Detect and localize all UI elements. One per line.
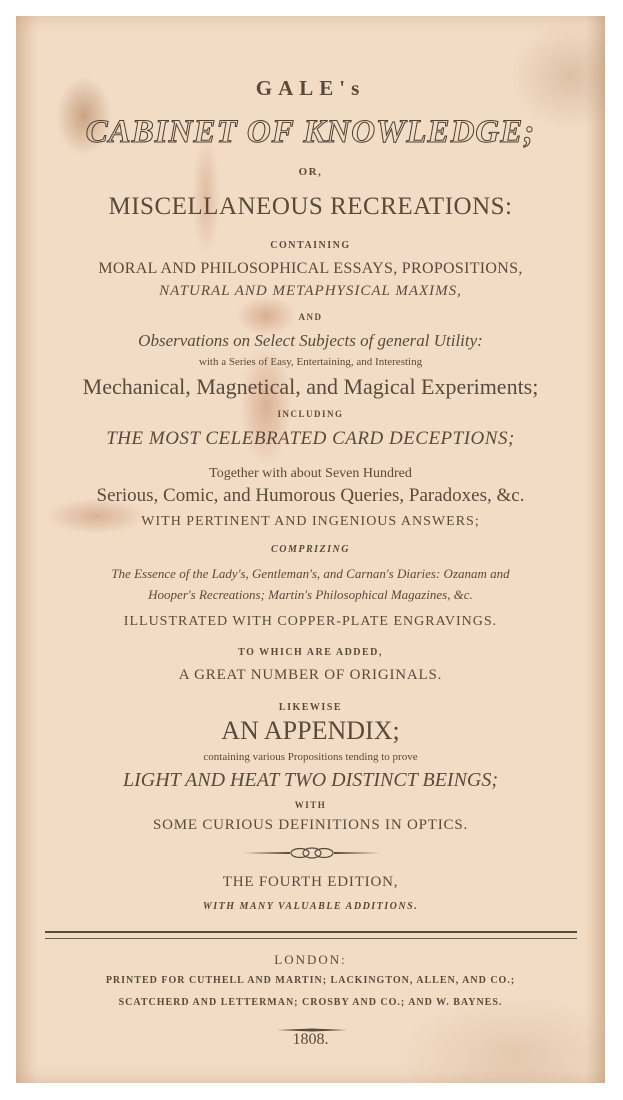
edition-note: WITH MANY VALUABLE ADDITIONS. [202,901,419,912]
line-moral-essays: MORAL AND PHILOSOPHICAL ESSAYS, PROPOSITIONS, [98,260,523,277]
appendix-heading: AN APPENDIX; [221,716,400,745]
including-label: INCLUDING [277,409,344,419]
line-answers: WITH PERTINENT AND INGENIOUS ANSWERS; [141,514,480,529]
double-rule-divider [45,931,577,939]
edition-label: THE FOURTH EDITION, [222,874,399,890]
line-hooper-recreations: Hooper's Recreations; Martin's Philosophical Magazines, &c. [148,587,473,602]
line-together: Together with about Seven Hundred [209,466,412,481]
line-essence-diaries: The Essence of the Lady's, Gentleman's, and Carnan's Diaries: Ozanam and [111,566,510,581]
likewise-label: LIKEWISE [278,702,343,713]
line-natural-maxims: NATURAL AND METAPHYSICAL MAXIMS, [159,283,462,299]
imprint-city: LONDON: [274,952,347,967]
publisher-name: GALE's [255,76,366,100]
line-to-which-added: TO WHICH ARE ADDED, [238,647,383,658]
comprizing-label: COMPRIZING [271,544,350,555]
line-illustrated: ILLUSTRATED WITH COPPER-PLATE ENGRAVINGS. [123,614,498,629]
line-queries: Serious, Comic, and Humorous Queries, Paradoxes, &c. [96,485,525,506]
line-optics: SOME CURIOUS DEFINITIONS IN OPTICS. [152,817,469,833]
line-light-heat: LIGHT AND HEAT TWO DISTINCT BEINGS; [122,769,499,791]
imprint-year: 1808. [292,1031,329,1048]
or-conjunction: OR, [298,166,323,178]
imprint-printers-line-2: SCATCHERD AND LETTERMAN; CROSBY AND CO.; AND W. BAYNES. [118,997,503,1008]
containing-label: CONTAINING [270,240,351,251]
imprint-printers-line-1: PRINTED FOR CUTHELL AND MARTIN; LACKINGTON, ALLEN, AND CO.; [105,975,516,986]
with-conjunction: WITH [294,800,327,810]
line-card-deceptions: THE MOST CELEBRATED CARD DECEPTIONS; [106,428,515,449]
line-series: with a Series of Easy, Entertaining, and Interesting [198,356,423,368]
book-subtitle: MISCELLANEOUS RECREATIONS: [108,193,513,220]
line-containing-various: containing various Propositions tending to prove [203,751,418,763]
ornament-divider-icon [0,846,623,865]
line-originals: A GREAT NUMBER OF ORIGINALS. [178,667,443,683]
line-experiments: Mechanical, Magnetical, and Magical Experiments; [82,374,539,399]
line-observations: Observations on Select Subjects of general Utility: [138,331,483,350]
and-conjunction: AND [298,312,323,322]
book-title: CABINET OF KNOWLEDGE; [85,114,536,150]
